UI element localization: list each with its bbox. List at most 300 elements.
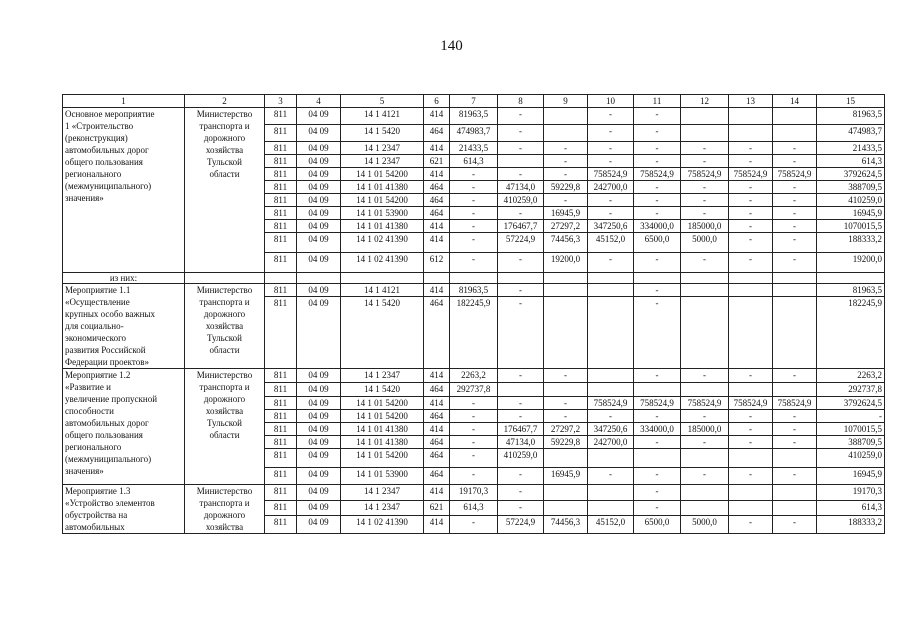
table-cell	[634, 449, 681, 468]
activity-description	[63, 284, 185, 369]
table-cell: 04 09	[297, 485, 341, 501]
empty-cell	[544, 273, 588, 284]
table-cell: 464	[424, 410, 450, 423]
table-cell: 185000,0	[681, 220, 729, 233]
header-cell: 6	[424, 95, 450, 108]
table-cell: 414	[424, 168, 450, 181]
table-cell	[544, 125, 588, 142]
table-row	[63, 284, 885, 297]
description-line: крупных особо важных	[65, 309, 155, 319]
table-cell: -	[729, 369, 773, 383]
table-cell: 04 09	[297, 500, 341, 516]
table-cell: 410259,0	[498, 449, 544, 468]
table-cell	[544, 284, 588, 297]
table-cell: -	[634, 155, 681, 168]
table-cell: -	[729, 181, 773, 194]
activity-description	[63, 369, 185, 485]
table-cell: 334000,0	[634, 220, 681, 233]
table-cell: 758524,9	[681, 397, 729, 410]
subheader-row	[63, 273, 885, 284]
header-cell: 8	[498, 95, 544, 108]
table-cell: -	[498, 108, 544, 125]
table-cell: 388709,5	[817, 181, 885, 194]
description-line: для социально-	[65, 321, 124, 331]
table-cell	[588, 500, 634, 516]
table-cell: -	[498, 468, 544, 485]
table-cell: -	[544, 142, 588, 155]
table-cell: -	[588, 410, 634, 423]
organization-line: дорожного	[203, 133, 246, 143]
header-cell: 14	[773, 95, 817, 108]
description-line: Основное мероприятие	[65, 109, 155, 119]
table-cell: -	[729, 233, 773, 253]
organization-line: Тульской	[207, 333, 242, 343]
table-cell: 6500,0	[634, 233, 681, 253]
table-cell	[729, 284, 773, 297]
table-cell	[681, 297, 729, 369]
table-cell: -	[729, 220, 773, 233]
description-line: значения»	[65, 466, 104, 476]
page-number: 140	[440, 38, 463, 54]
table-cell: 04 09	[297, 468, 341, 485]
table-cell: 14 1 4121	[341, 284, 424, 297]
description-line: значения»	[65, 193, 104, 203]
table-cell: -	[450, 253, 498, 273]
description-line: «Развитие и	[65, 382, 111, 392]
table-cell: 758524,9	[634, 397, 681, 410]
table-cell	[588, 449, 634, 468]
table-cell: 474983,7	[817, 125, 885, 142]
table-cell: 2263,2	[817, 369, 885, 383]
table-cell: -	[773, 194, 817, 207]
empty-cell	[424, 273, 450, 284]
table-cell: -	[450, 397, 498, 410]
header-cell: 7	[450, 95, 498, 108]
description-line: обустройства на	[65, 510, 128, 520]
table-cell: 14 1 2347	[341, 155, 424, 168]
table-cell: -	[588, 125, 634, 142]
table-cell: -	[729, 468, 773, 485]
table-cell: -	[681, 181, 729, 194]
table-cell: -	[588, 194, 634, 207]
table-cell: -	[498, 284, 544, 297]
table-cell: 04 09	[297, 383, 341, 397]
table-cell: 21433,5	[817, 142, 885, 155]
table-cell: -	[729, 516, 773, 534]
table-cell: -	[544, 397, 588, 410]
table-cell	[681, 125, 729, 142]
table-cell: 176467,7	[498, 220, 544, 233]
table-cell: -	[681, 155, 729, 168]
table-cell: -	[634, 410, 681, 423]
table-cell	[729, 125, 773, 142]
table-cell: -	[588, 468, 634, 485]
description-line: увеличение пропускной	[65, 394, 158, 404]
table-cell: 04 09	[297, 436, 341, 449]
table-cell: 811	[265, 142, 297, 155]
table-cell: 414	[424, 397, 450, 410]
table-cell: 14 1 4121	[341, 108, 424, 125]
table-cell: -	[773, 253, 817, 273]
table-cell	[681, 284, 729, 297]
table-cell: 19200,0	[817, 253, 885, 273]
description-line: Федерации проектов»	[65, 357, 149, 367]
table-cell: -	[498, 410, 544, 423]
table-cell: 811	[265, 436, 297, 449]
table-row	[63, 485, 885, 501]
table-cell: 388709,5	[817, 436, 885, 449]
table-cell	[773, 500, 817, 516]
table-cell: 14 1 2347	[341, 485, 424, 501]
table-cell: 614,3	[450, 155, 498, 168]
table-cell: 19200,0	[544, 253, 588, 273]
table-cell: -	[498, 485, 544, 501]
table-cell: 5000,0	[681, 233, 729, 253]
table-cell: -	[498, 369, 544, 383]
table-cell: 621	[424, 500, 450, 516]
table-cell: 14 1 2347	[341, 500, 424, 516]
activity-description	[63, 485, 185, 534]
header-row	[63, 95, 885, 108]
table-cell: 74456,3	[544, 233, 588, 253]
table-cell: -	[634, 142, 681, 155]
table-cell: -	[681, 410, 729, 423]
table-cell: 04 09	[297, 297, 341, 369]
table-cell: 414	[424, 516, 450, 534]
table-cell	[773, 485, 817, 501]
table-cell: 414	[424, 284, 450, 297]
table-cell: 14 1 01 53900	[341, 207, 424, 220]
description-line: 1 «Строительство	[65, 121, 134, 131]
table-cell: -	[773, 516, 817, 534]
organization-line: транспорта и	[199, 297, 250, 307]
table-cell: 14 1 01 41380	[341, 181, 424, 194]
table-cell: 1070015,5	[817, 423, 885, 436]
table-cell: 04 09	[297, 410, 341, 423]
table-cell: -	[773, 436, 817, 449]
table-cell: 14 1 02 41390	[341, 233, 424, 253]
table-cell: 04 09	[297, 194, 341, 207]
table-cell: -	[773, 155, 817, 168]
table-cell: 414	[424, 423, 450, 436]
table-cell: -	[773, 233, 817, 253]
table-cell	[544, 485, 588, 501]
table-cell	[729, 297, 773, 369]
activity-description	[63, 108, 185, 273]
table-cell: -	[634, 207, 681, 220]
table-cell: -	[588, 142, 634, 155]
table-cell	[773, 383, 817, 397]
table-cell: -	[773, 142, 817, 155]
organization-line: Министерство	[196, 109, 253, 119]
table-cell: 414	[424, 108, 450, 125]
table-cell: -	[544, 194, 588, 207]
table-cell: -	[450, 410, 498, 423]
table-cell: 188333,2	[817, 516, 885, 534]
table-cell: 14 1 01 53900	[341, 468, 424, 485]
table-cell: -	[681, 253, 729, 273]
organization-line: транспорта и	[199, 382, 250, 392]
table-cell: 242700,0	[588, 181, 634, 194]
table-cell: 811	[265, 284, 297, 297]
table-cell: 614,3	[817, 500, 885, 516]
table-cell: 14 1 02 41390	[341, 253, 424, 273]
table-cell	[681, 108, 729, 125]
table-cell: 57224,9	[498, 233, 544, 253]
description-line: автомобильных дорог	[65, 418, 149, 428]
table-body	[63, 95, 885, 534]
table-cell: -	[634, 369, 681, 383]
table-cell: 14 1 01 54200	[341, 449, 424, 468]
table-cell: -	[588, 155, 634, 168]
table-cell	[544, 383, 588, 397]
table-cell: 464	[424, 207, 450, 220]
table-cell: -	[773, 181, 817, 194]
table-cell: 27297,2	[544, 220, 588, 233]
table-cell: 464	[424, 436, 450, 449]
table-cell: 04 09	[297, 516, 341, 534]
description-line: Мероприятие 1.1	[65, 285, 131, 295]
table-cell: 57224,9	[498, 516, 544, 534]
description-line: общего пользования	[65, 157, 143, 167]
table-cell: 414	[424, 369, 450, 383]
table-cell: 811	[265, 449, 297, 468]
table-cell: 19170,3	[450, 485, 498, 501]
empty-cell	[450, 273, 498, 284]
description-line: «Осуществление	[65, 297, 130, 307]
table-cell	[544, 500, 588, 516]
table-cell	[681, 383, 729, 397]
table-cell: -	[498, 397, 544, 410]
table-cell: 14 1 01 54200	[341, 397, 424, 410]
table-cell: 19170,3	[817, 485, 885, 501]
empty-cell	[729, 273, 773, 284]
description-line: (межмуниципального)	[65, 454, 152, 464]
table-cell: -	[773, 468, 817, 485]
table-cell: 811	[265, 423, 297, 436]
table-cell: 292737,8	[817, 383, 885, 397]
header-cell: 15	[817, 95, 885, 108]
table-cell: 14 1 5420	[341, 383, 424, 397]
table-cell: -	[729, 142, 773, 155]
table-cell: 758524,9	[681, 168, 729, 181]
description-line: способности	[65, 406, 114, 416]
header-cell: 4	[297, 95, 341, 108]
table-cell	[681, 449, 729, 468]
empty-cell	[773, 273, 817, 284]
table-cell: 5000,0	[681, 516, 729, 534]
table-cell: 182245,9	[450, 297, 498, 369]
responsible-organization	[185, 108, 265, 273]
table-cell: -	[588, 207, 634, 220]
table-cell: -	[450, 233, 498, 253]
table-cell: 14 1 01 41380	[341, 436, 424, 449]
table-cell: 81963,5	[450, 108, 498, 125]
table-cell: 176467,7	[498, 423, 544, 436]
table-cell: 14 1 01 41380	[341, 423, 424, 436]
table-cell: 14 1 01 54200	[341, 194, 424, 207]
table-cell: 414	[424, 142, 450, 155]
header-cell: 3	[265, 95, 297, 108]
table-cell: -	[498, 168, 544, 181]
table-cell: 3792624,5	[817, 397, 885, 410]
table-cell: 811	[265, 516, 297, 534]
description-line: автомобильных дорог	[65, 145, 149, 155]
organization-line: области	[209, 430, 240, 440]
empty-cell	[588, 273, 634, 284]
description-line: общего пользования	[65, 430, 143, 440]
organization-line: хозяйства	[205, 145, 244, 155]
table-cell: 2263,2	[450, 369, 498, 383]
organization-line: хозяйства	[205, 406, 244, 416]
description-line: Мероприятие 1.2	[65, 370, 131, 380]
description-line: регионального	[65, 169, 122, 179]
table-cell: 811	[265, 220, 297, 233]
table-cell	[544, 297, 588, 369]
table-cell: 04 09	[297, 397, 341, 410]
table-cell: 6500,0	[634, 516, 681, 534]
table-cell: -	[729, 436, 773, 449]
table-cell	[588, 383, 634, 397]
table-cell: -	[729, 253, 773, 273]
organization-line: области	[209, 169, 240, 179]
table-cell: 410259,0	[498, 194, 544, 207]
table-cell: 14 1 02 41390	[341, 516, 424, 534]
table-cell: 334000,0	[634, 423, 681, 436]
table-cell: 464	[424, 297, 450, 369]
table-cell: 464	[424, 383, 450, 397]
header-cell: 1	[63, 95, 185, 108]
description-line: (реконструкция)	[65, 133, 128, 143]
table-cell: 14 1 01 54200	[341, 168, 424, 181]
table-cell: 614,3	[817, 155, 885, 168]
table-cell: -	[450, 436, 498, 449]
table-cell: 04 09	[297, 142, 341, 155]
organization-line: транспорта и	[199, 121, 250, 131]
header-cell: 12	[681, 95, 729, 108]
table-cell: 14 1 5420	[341, 297, 424, 369]
table-cell	[588, 369, 634, 383]
table-cell: -	[588, 108, 634, 125]
table-cell: 04 09	[297, 207, 341, 220]
table-cell: -	[681, 436, 729, 449]
table-cell	[729, 500, 773, 516]
table-cell: 758524,9	[634, 168, 681, 181]
table-cell: 242700,0	[588, 436, 634, 449]
table-cell: 464	[424, 125, 450, 142]
header-cell: 11	[634, 95, 681, 108]
table-cell: -	[634, 297, 681, 369]
table-cell: 811	[265, 369, 297, 383]
table-cell: 414	[424, 233, 450, 253]
table-cell: 758524,9	[588, 168, 634, 181]
budget-table	[62, 94, 885, 534]
table-cell	[681, 485, 729, 501]
table-cell: -	[729, 423, 773, 436]
table-cell: -	[634, 468, 681, 485]
organization-line: Тульской	[207, 157, 242, 167]
table-row	[63, 369, 885, 383]
table-cell: 414	[424, 220, 450, 233]
table-cell: -	[729, 410, 773, 423]
table-cell: 811	[265, 500, 297, 516]
table-cell: 16945,9	[817, 207, 885, 220]
table-cell: -	[634, 181, 681, 194]
table-cell: -	[817, 410, 885, 423]
responsible-organization	[185, 369, 265, 485]
table-cell: 04 09	[297, 181, 341, 194]
table-cell	[588, 297, 634, 369]
table-cell: -	[450, 207, 498, 220]
responsible-organization	[185, 485, 265, 534]
header-cell: 13	[729, 95, 773, 108]
table-cell: 04 09	[297, 220, 341, 233]
table-cell: 811	[265, 207, 297, 220]
organization-line: дорожного	[203, 309, 246, 319]
table-cell: 04 09	[297, 449, 341, 468]
table-cell	[544, 449, 588, 468]
table-cell: 185000,0	[681, 423, 729, 436]
table-cell: -	[729, 207, 773, 220]
table-cell: 81963,5	[450, 284, 498, 297]
table-cell: -	[498, 253, 544, 273]
description-line: Мероприятие 1.3	[65, 486, 131, 496]
table-cell: 347250,6	[588, 220, 634, 233]
table-cell: 811	[265, 410, 297, 423]
table-cell: -	[544, 168, 588, 181]
table-cell: 811	[265, 397, 297, 410]
table-cell: 16945,9	[817, 468, 885, 485]
table-cell: 464	[424, 181, 450, 194]
empty-cell	[185, 273, 265, 284]
table-cell: 811	[265, 194, 297, 207]
table-cell: 04 09	[297, 423, 341, 436]
table-cell: 04 09	[297, 168, 341, 181]
table-cell: 45152,0	[588, 233, 634, 253]
table-cell: 21433,5	[450, 142, 498, 155]
table-cell: -	[634, 194, 681, 207]
table-cell: -	[773, 220, 817, 233]
table-cell: 811	[265, 297, 297, 369]
organization-line: области	[209, 345, 240, 355]
table-cell: 621	[424, 155, 450, 168]
table-cell: -	[450, 194, 498, 207]
table-cell: 758524,9	[729, 397, 773, 410]
table-cell: -	[634, 125, 681, 142]
table-cell	[729, 383, 773, 397]
table-cell	[729, 449, 773, 468]
table-cell: 81963,5	[817, 284, 885, 297]
table-cell: 45152,0	[588, 516, 634, 534]
table-cell: -	[729, 194, 773, 207]
organization-line: дорожного	[203, 394, 246, 404]
organization-line: Министерство	[196, 370, 253, 380]
table-cell: 811	[265, 181, 297, 194]
description-line: автомобильных	[65, 522, 125, 532]
table-cell: 811	[265, 155, 297, 168]
organization-line: Министерство	[196, 486, 253, 496]
table-cell: 04 09	[297, 369, 341, 383]
table-cell: -	[773, 410, 817, 423]
table-cell: -	[498, 142, 544, 155]
table-cell: 464	[424, 449, 450, 468]
table-cell: -	[498, 500, 544, 516]
table-cell: -	[450, 220, 498, 233]
table-cell: 414	[424, 485, 450, 501]
empty-cell	[681, 273, 729, 284]
table-cell	[544, 108, 588, 125]
organization-line: Тульской	[207, 418, 242, 428]
